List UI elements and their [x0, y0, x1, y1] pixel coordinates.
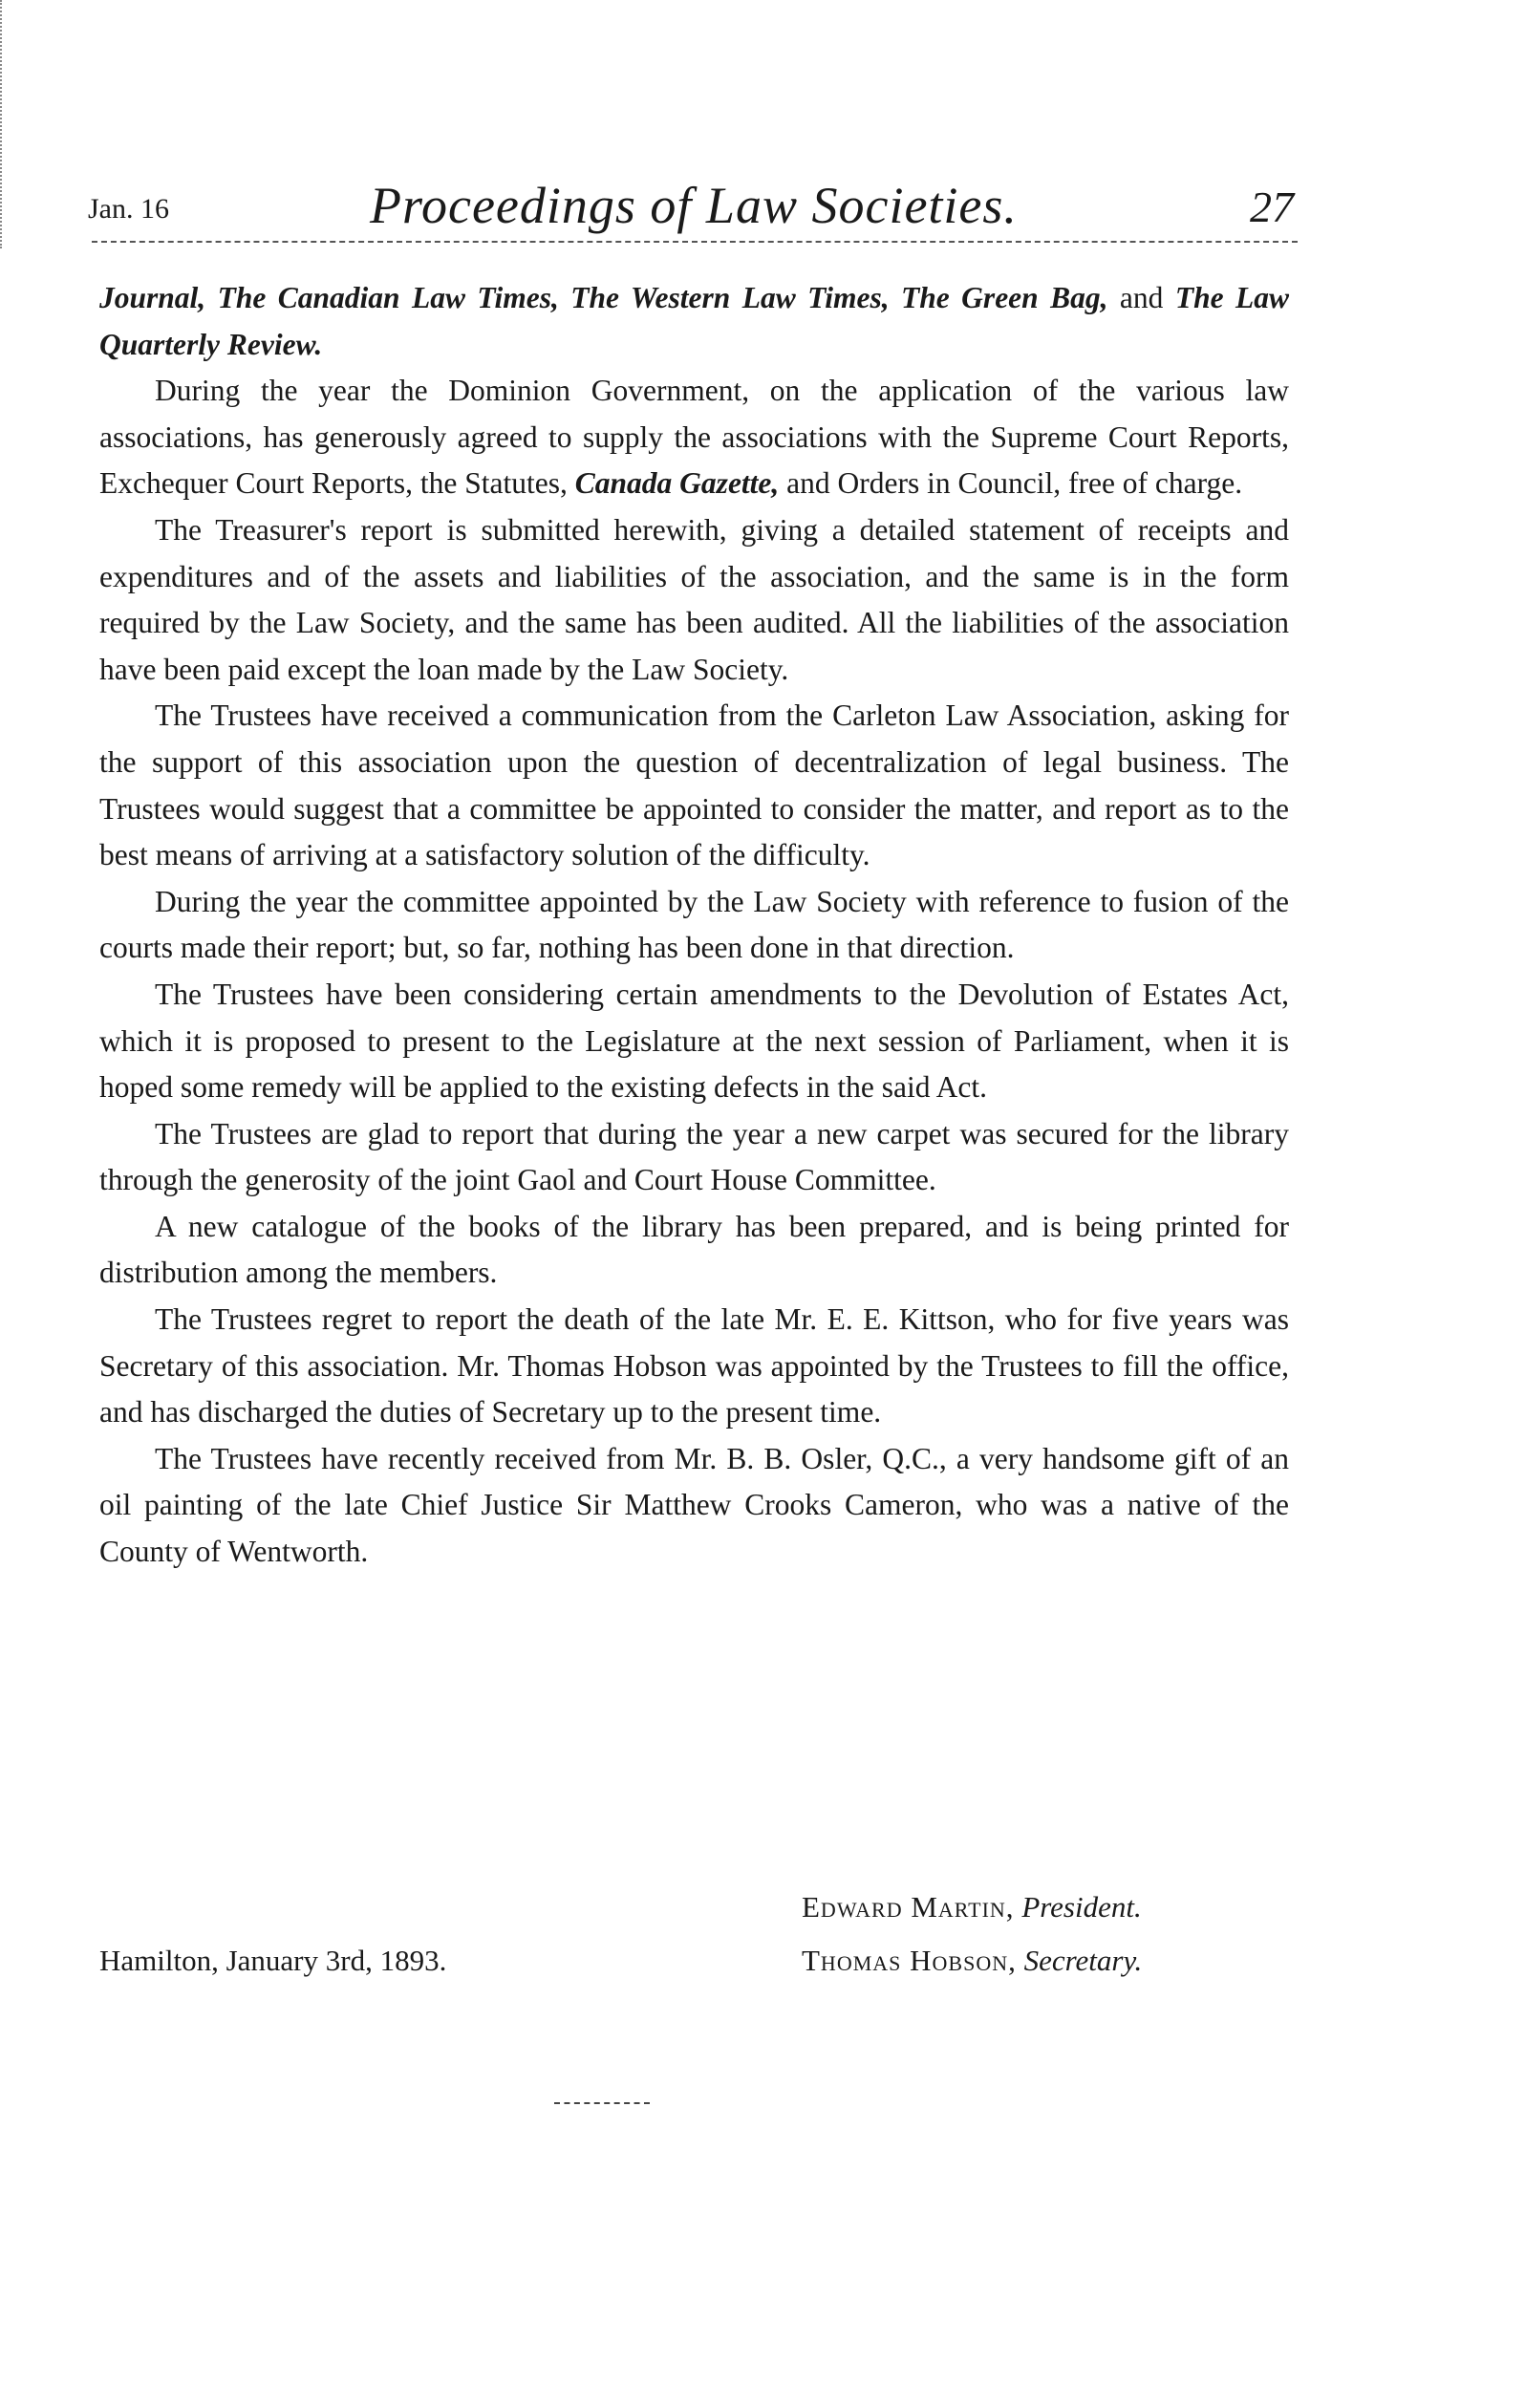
- paragraph-text: and: [1107, 281, 1175, 314]
- secretary-signature: [802, 1944, 1142, 1978]
- scan-edge-marks: [0, 0, 8, 248]
- header-date: Jan. 16: [88, 193, 169, 225]
- secretary-role: Secretary.: [1023, 1944, 1143, 1977]
- paragraph-text: During the year the Dominion Government, on the application of the various law associations, has generously agreed to supply the associations with the Supreme Court Reports, Exchequer Court Reports, the Statutes,: [99, 374, 1289, 501]
- paragraph: [99, 368, 1289, 507]
- header-title: Proceedings of Law Societies.: [370, 177, 1018, 234]
- president-role: President.: [1021, 1890, 1142, 1924]
- paragraph-text: The Trustees have been considering certain amendments to the Devolution of Estates Act, which it is proposed to present to the Legislature at the next session of Parliament, when it is hoped some remedy will be applied to the existing defects in the said Act.: [99, 977, 1289, 1105]
- italic-text: Journal, The Canadian Law Times, The Western Law Times, The Green Bag,: [99, 281, 1108, 314]
- paragraph-text: and Orders in Council, free of charge.: [779, 466, 1243, 501]
- page-number: 27: [1250, 183, 1294, 231]
- president-name: Edward Martin,: [802, 1890, 1015, 1924]
- paragraph: [99, 972, 1289, 1111]
- paragraph: [99, 507, 1289, 693]
- paragraph-text: The Trustees have received a communication from the Carleton Law Association, asking for the support of this association upon the question of decentralization of legal business. The Trustees would suggest that a committee be appointed to consider the matter, and report as to the best means of arriving at a satisfactory solution of the difficulty.: [99, 699, 1289, 872]
- paragraph: [99, 1204, 1289, 1297]
- paragraph-text: During the year the committee appointed by the Law Society with reference to fusion of the courts made their report; but, so far, nothing has been done in that direction.: [99, 884, 1289, 965]
- paragraph-text: A new catalogue of the books of the library has been prepared, and is being printed for distribution among the members.: [99, 1209, 1289, 1290]
- paragraph: [99, 1297, 1289, 1436]
- paragraph-text: The Trustees regret to report the death of the late Mr. E. E. Kittson, who for five years was Secretary of this association. Mr. Thomas Hobson was appointed by the Trustees to fill the office, and has discharged the duties of Secretary up to the present time.: [99, 1302, 1289, 1430]
- body-text: [99, 275, 1289, 1576]
- signature-block: [99, 1890, 1256, 1995]
- place-date: Hamilton, January 3rd, 1893.: [99, 1944, 447, 1977]
- paragraph: [99, 1111, 1289, 1204]
- paragraph-text: The Treasurer's report is submitted herewith, giving a detailed statement of receipts and expenditures and of the assets and liabilities of the association, and the same is in the form required by the Law Society, and the same has been audited. All the liabilities of the association have been paid except the loan made by the Law Society.: [99, 512, 1289, 686]
- paragraph: [99, 275, 1289, 368]
- paragraph-text: The Trustees have recently received from Mr. B. B. Osler, Q.C., a very handsome gift of an oil painting of the late Chief Justice Sir Matthew Crooks Cameron, who was a native of the County of Wentworth.: [99, 1441, 1289, 1569]
- paragraph: [99, 693, 1289, 878]
- end-rule: [554, 2102, 650, 2104]
- paragraph: [99, 1436, 1289, 1576]
- header-rule: [92, 241, 1298, 243]
- italic-text: The Law Quarterly Review.: [99, 281, 1289, 361]
- paragraph: [99, 879, 1289, 972]
- italic-text: Canada Gazette,: [574, 466, 780, 501]
- running-head: [88, 176, 1294, 233]
- paragraph-text: The Trustees are glad to report that during the year a new carpet was secured for the library through the generosity of the joint Gaol and Court House Committee.: [99, 1116, 1289, 1197]
- president-signature: [802, 1890, 1142, 1924]
- secretary-name: Thomas Hobson,: [802, 1944, 1017, 1977]
